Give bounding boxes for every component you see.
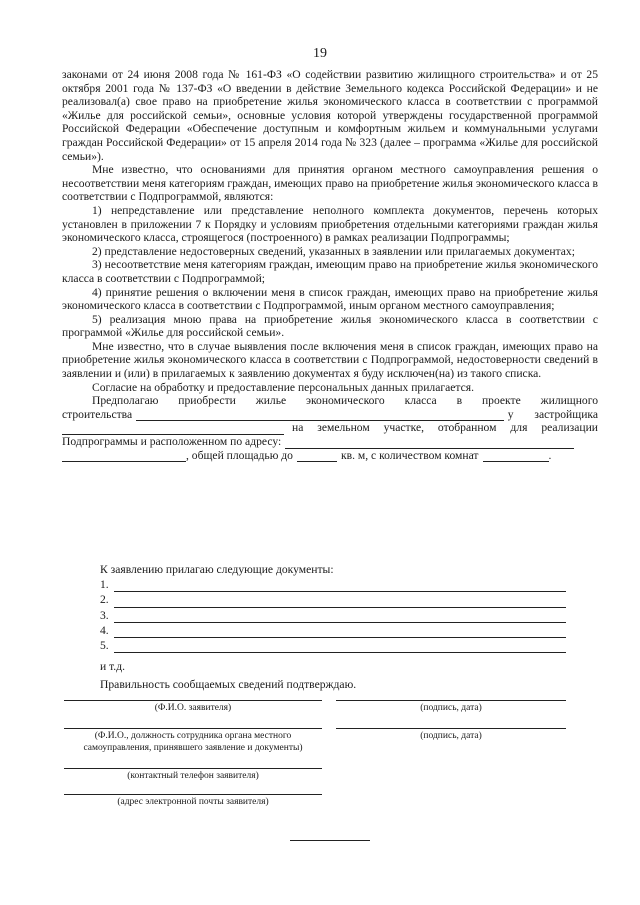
document-item bbox=[100, 638, 566, 653]
officer-name-line[interactable] bbox=[64, 728, 322, 729]
document-item-field[interactable] bbox=[114, 626, 566, 638]
form-line-end: . bbox=[548, 448, 552, 462]
form-label-area: , общей площадью до bbox=[186, 448, 293, 462]
form-label-address: Подпрограммы и расположенном по адресу: bbox=[62, 435, 282, 449]
form-label-construction: строительства bbox=[62, 407, 133, 421]
applicant-sign-caption: (подпись, дата) bbox=[420, 703, 482, 713]
applicant-name-line[interactable] bbox=[64, 700, 322, 701]
list-item-1: 1) непредставление или представление неполного комплекта документов, перечень которых установлен в приложении 7 к Порядку и условиям приобретения отдельными категориями граждан жилья экономического класса, строящегося (построенного) в рамках реализации Подпрограммы; bbox=[62, 203, 598, 245]
developer-field[interactable] bbox=[62, 424, 284, 435]
phone-caption: (контактный телефон заявителя) bbox=[127, 771, 259, 781]
officer-name-caption bbox=[64, 730, 322, 754]
address-field[interactable] bbox=[285, 438, 574, 449]
form-line-3 bbox=[62, 421, 598, 435]
document-body bbox=[62, 68, 598, 462]
form-label-land-plot: на земельном участке, отобранном для реализации bbox=[292, 421, 598, 435]
document-item-field[interactable] bbox=[114, 580, 566, 592]
document-item bbox=[100, 592, 566, 607]
applicant-sign-line[interactable] bbox=[336, 700, 566, 701]
form-line-5 bbox=[62, 449, 598, 463]
document-item-field[interactable] bbox=[114, 596, 566, 608]
rooms-field[interactable] bbox=[483, 451, 549, 462]
paragraph-exclusion: Мне известно, что в случае выявления после включения меня в список граждан, имеющих право на приобретение жилья экономического класса в соответствии с Подпрограммой, недостоверности сведений в заявлении и (или) в прилагаемых к заявлению документах я буду исключен(на) из такого списка. bbox=[62, 339, 598, 381]
email-line[interactable] bbox=[64, 794, 322, 795]
page-number: 19 bbox=[313, 46, 327, 61]
document-item bbox=[100, 577, 566, 592]
area-field[interactable] bbox=[297, 451, 337, 462]
list-item-3: 3) несоответствие меня категориям граждан, имеющим право на приобретение жилья экономического класса в соответствии с Подпрограммой; bbox=[62, 258, 598, 285]
officer-name-caption-line-2: самоуправления, принявшего заявление и документы) bbox=[83, 743, 303, 753]
paragraph-grounds: Мне известно, что основаниями для принятия органом местного самоуправления решения о несоответствии меня категориям граждан, имеющих право на приобретение жилья экономического класса в соответствии с Подпрограммой, являются: bbox=[62, 163, 598, 204]
address-field-cont[interactable] bbox=[62, 451, 186, 462]
officer-sign-caption: (подпись, дата) bbox=[420, 731, 482, 741]
document-item-number: 4. bbox=[100, 623, 109, 637]
paragraph-consent: Согласие на обработку и предоставление персональных данных прилагается. bbox=[92, 380, 474, 394]
document-item bbox=[100, 608, 566, 623]
etc-label: и т.д. bbox=[100, 660, 125, 673]
list-item-2: 2) представление недостоверных сведений, указанных в заявлении или прилагаемых документах; bbox=[92, 244, 575, 258]
email-caption: (адрес электронной почты заявителя) bbox=[117, 797, 269, 807]
phone-line[interactable] bbox=[64, 768, 322, 769]
end-divider bbox=[290, 840, 370, 841]
form-label-rooms: кв. м, с количеством комнат bbox=[340, 448, 479, 462]
form-line-1: Предполагаю приобрести жилье экономического класса в проекте жилищного bbox=[92, 394, 598, 408]
documents-intro: К заявлению прилагаю следующие документы: bbox=[100, 563, 334, 576]
document-item-field[interactable] bbox=[114, 611, 566, 623]
paragraph-continuation: законами от 24 июня 2008 года № 161-ФЗ «О содействии развитию жилищного строительства» и от 25 октября 2001 года № 137-ФЗ «О введении в действие Земельного кодекса Российской Федерации» и не реализовал(а) свое право на приобретение жилья экономического класса в соответствии с программой «Жилье для российской семьи», основные условия которой утверждены государственной программой Российской Федерации «Обеспечение доступным и комфортным жильем и коммунальными услугами граждан Российской Федерации» от 15 апреля 2014 года № 323 (далее – программа «Жилье для российской семьи»). bbox=[62, 68, 598, 163]
form-line-4 bbox=[62, 435, 598, 449]
list-item-4: 4) принятие решения о включении меня в список граждан, имеющих право на приобретение жилья экономического класса в соответствии с Подпрограммой, иным органом местного самоуправления; bbox=[62, 285, 598, 313]
attached-documents bbox=[100, 562, 566, 653]
officer-name-caption-line-1: (Ф.И.О., должность сотрудника органа местного bbox=[94, 731, 292, 741]
form-label-developer: у застройщика bbox=[507, 407, 598, 421]
applicant-name-caption: (Ф.И.О. заявителя) bbox=[154, 703, 232, 713]
document-item bbox=[100, 623, 566, 638]
construction-project-field[interactable] bbox=[136, 410, 504, 421]
list-item-5: 5) реализация мною права на приобретение жилья экономического класса в соответствии с программой «Жилье для российской семьи». bbox=[62, 312, 598, 340]
document-item-number: 1. bbox=[100, 578, 109, 592]
document-item-field[interactable] bbox=[114, 641, 566, 653]
form-line-2 bbox=[62, 408, 598, 422]
confirmation-statement: Правильность сообщаемых сведений подтверждаю. bbox=[100, 678, 357, 691]
document-item-number: 2. bbox=[100, 593, 109, 607]
document-item-number: 3. bbox=[100, 608, 109, 622]
document-item-number: 5. bbox=[100, 639, 109, 653]
officer-sign-line[interactable] bbox=[336, 728, 566, 729]
